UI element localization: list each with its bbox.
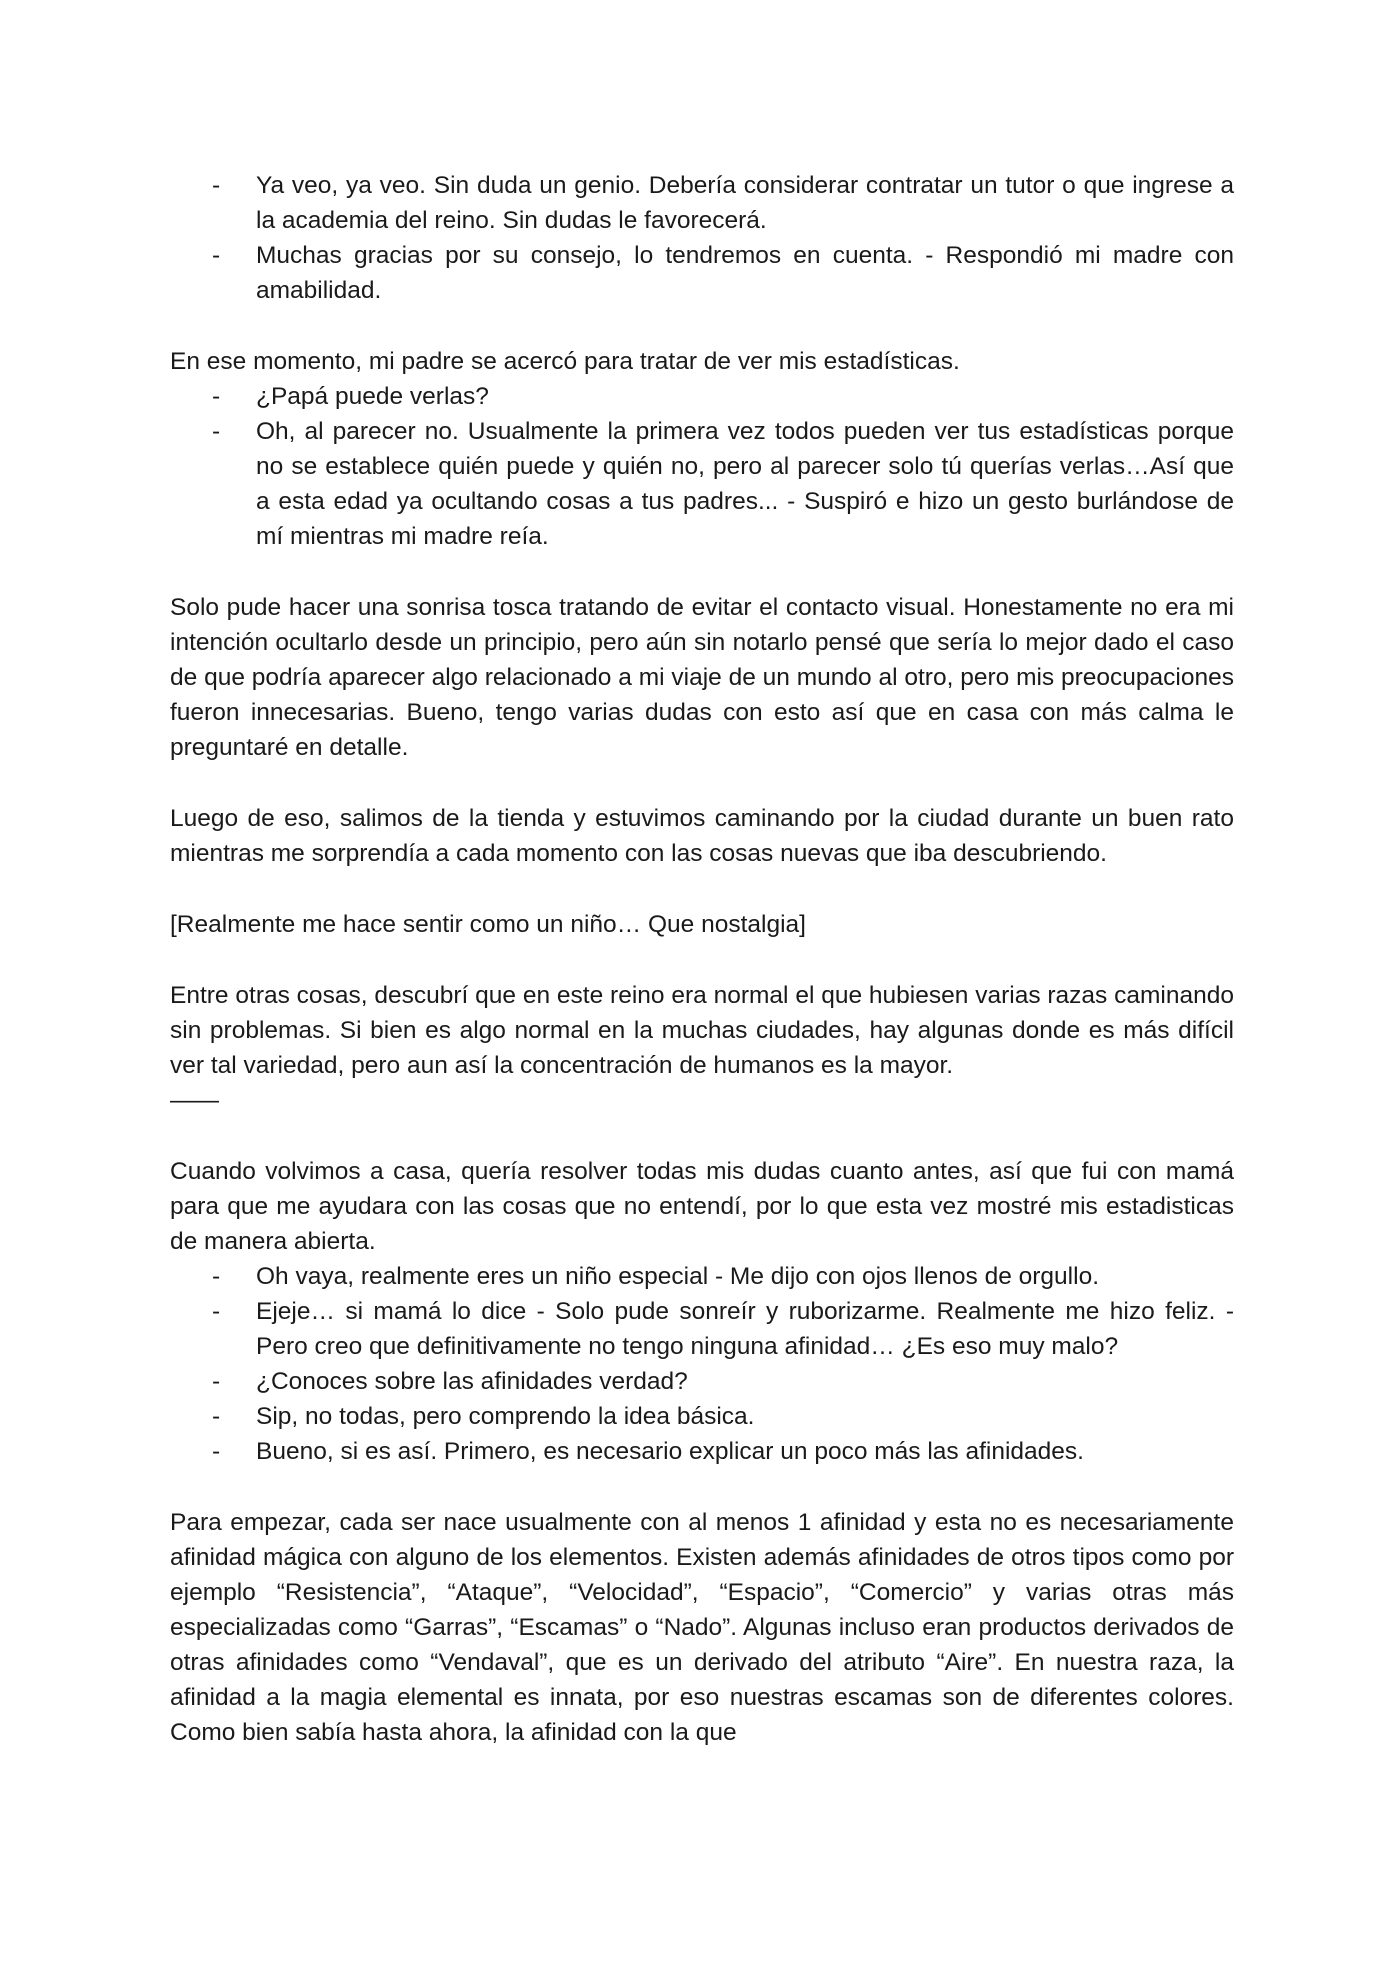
dialog-dash: -: [212, 1438, 221, 1465]
dialog-dash: -: [212, 383, 221, 410]
dialog-list-3: [170, 1259, 1234, 1469]
document-page: [170, 168, 1234, 1750]
paragraph-gap: [170, 554, 1234, 590]
paragraph-city-walk: Luego de eso, salimos de la tienda y estuvimos caminando por la ciudad durante un buen rato mientras me sorprendía a cada momento con las cosas nuevas que iba descubriendo.: [170, 805, 1234, 867]
dialog-line: [170, 1399, 1234, 1434]
dialog-text: Oh vaya, realmente eres un niño especial - Me dijo con ojos llenos de orgullo.: [256, 1263, 1100, 1290]
dialog-text: Ya veo, ya veo. Sin duda un genio. Debería considerar contratar un tutor o que ingrese a la academia del reino. Sin dudas le favorecerá.: [256, 172, 1234, 234]
dialog-text: ¿Papá puede verlas?: [256, 383, 489, 410]
dialog-list-2: [170, 379, 1234, 554]
dialog-text: Bueno, si es así. Primero, es necesario explicar un poco más las afinidades.: [256, 1438, 1084, 1465]
dialog-dash: -: [212, 418, 221, 445]
paragraph-affinities: Para empezar, cada ser nace usualmente con al menos 1 afinidad y esta no es necesariamente afinidad mágica con alguno de los elementos. Existen además afinidades de otros tipos como por ejemplo “Resistencia”, “Ataque”, “Velocidad”, “Espacio”, “Comercio” y varias otras más especializadas como “Garras”, “Escamas” o “Nado”. Algunas incluso eran productos derivados de otras afinidades como “Vendaval”, que es un derivado del atributo “Aire”. En nuestra raza, la afinidad a la magia elemental es innata, por eso nuestras escamas son de diferentes colores. Como bien sabía hasta ahora, la afinidad con la que: [170, 1509, 1234, 1746]
paragraph-gap: [170, 942, 1234, 978]
dialog-dash: -: [212, 1263, 221, 1290]
dialog-dash: -: [212, 1368, 221, 1395]
paragraph-intro-father: En ese momento, mi padre se acercó para tratar de ver mis estadísticas.: [170, 348, 960, 375]
paragraph-gap: [170, 1469, 1234, 1505]
paragraph-gap: [170, 1118, 1234, 1154]
dialog-text: Oh, al parecer no. Usualmente la primera vez todos pueden ver tus estadísticas porque no se establece quién puede y quién no, pero al parecer solo tú querías verlas…Así que a esta edad ya ocultando cosas a tus padres... - Suspiró e hizo un gesto burlándose de mí mientras mi madre reía.: [256, 418, 1234, 550]
dialog-line: [170, 1364, 1234, 1399]
dialog-dash: -: [212, 242, 221, 269]
dialog-text: ¿Conoces sobre las afinidades verdad?: [256, 1368, 688, 1395]
section-separator: ——: [170, 1087, 219, 1114]
dialog-line: [170, 168, 1234, 238]
dialog-text: Ejeje… si mamá lo dice - Solo pude sonreír y ruborizarme. Realmente me hizo feliz. - Pero creo que definitivamente no tengo ninguna afinidad… ¿Es eso muy malo?: [256, 1298, 1234, 1360]
dialog-line: [170, 1294, 1234, 1364]
dialog-text: Muchas gracias por su consejo, lo tendremos en cuenta. - Respondió mi madre con amabilidad.: [256, 242, 1234, 304]
paragraph-gap: [170, 308, 1234, 344]
dialog-dash: -: [212, 1403, 221, 1430]
paragraph-gap: [170, 871, 1234, 907]
dialog-text: Sip, no todas, pero comprendo la idea básica.: [256, 1403, 755, 1430]
dialog-line: [170, 414, 1234, 554]
dialog-line: [170, 238, 1234, 308]
dialog-line: [170, 379, 1234, 414]
dialog-list-1: [170, 168, 1234, 308]
dialog-dash: -: [212, 1298, 221, 1325]
paragraph-races: Entre otras cosas, descubrí que en este reino era normal el que hubiesen varias razas caminando sin problemas. Si bien es algo normal en la muchas ciudades, hay algunas donde es más difícil ver tal variedad, pero aun así la concentración de humanos es la mayor.: [170, 982, 1234, 1079]
paragraph-smile: Solo pude hacer una sonrisa tosca tratando de evitar el contacto visual. Honestamente no era mi intención ocultarlo desde un principio, pero aún sin notarlo pensé que sería lo mejor dado el caso de que podría aparecer algo relacionado a mi viaje de un mundo al otro, pero mis preocupaciones fueron innecesarias. Bueno, tengo varias dudas con esto así que en casa con más calma le preguntaré en detalle.: [170, 594, 1234, 761]
paragraph-gap: [170, 765, 1234, 801]
dialog-line: [170, 1259, 1234, 1294]
dialog-line: [170, 1434, 1234, 1469]
dialog-dash: -: [212, 172, 221, 199]
paragraph-home: Cuando volvimos a casa, quería resolver todas mis dudas cuanto antes, así que fui con mamá para que me ayudara con las cosas que no entendí, por lo que esta vez mostré mis estadisticas de manera abierta.: [170, 1158, 1234, 1255]
paragraph-thought: [Realmente me hace sentir como un niño… Que nostalgia]: [170, 911, 806, 938]
